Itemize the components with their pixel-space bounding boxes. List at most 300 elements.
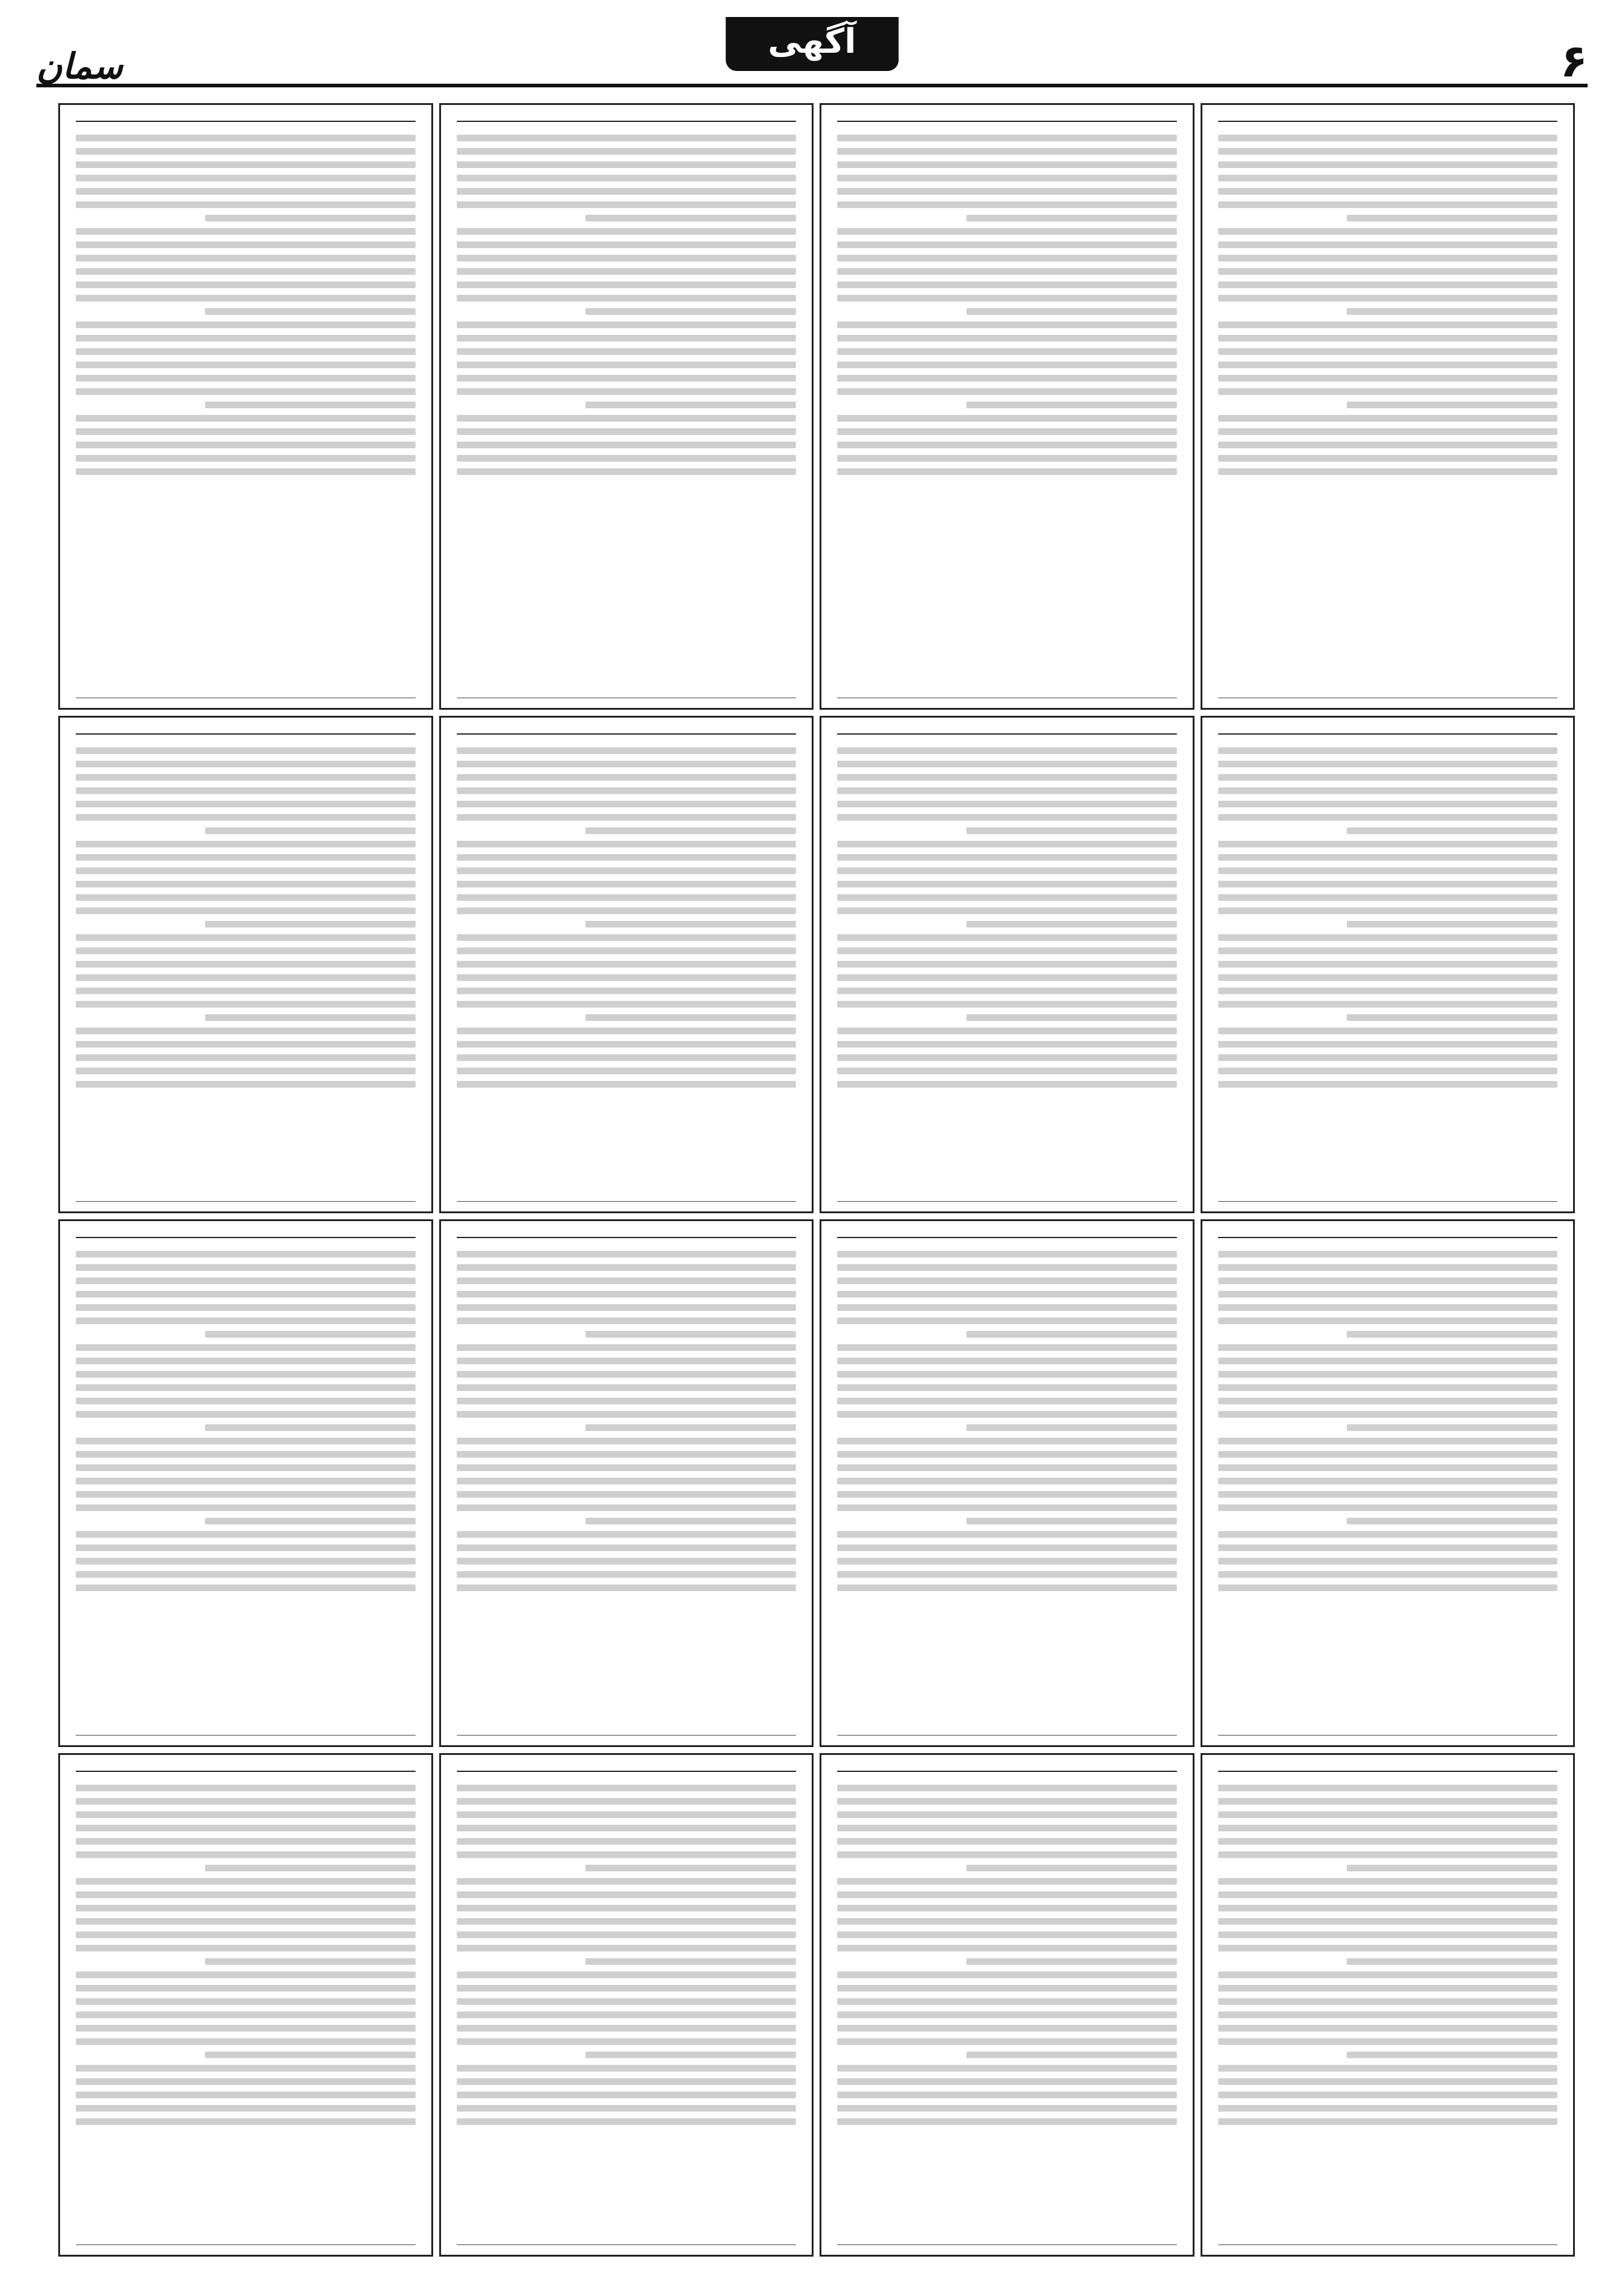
text-line-placeholder xyxy=(837,1001,1177,1008)
text-line-placeholder xyxy=(837,388,1177,395)
text-line-placeholder xyxy=(837,1971,1177,1978)
text-line-placeholder xyxy=(966,402,1177,408)
text-line-placeholder xyxy=(837,175,1177,181)
text-line-placeholder xyxy=(76,1398,416,1404)
text-line-placeholder xyxy=(457,1811,797,1818)
notice xyxy=(820,103,1194,710)
text-line-placeholder xyxy=(1218,1985,1558,1992)
text-line-placeholder xyxy=(585,215,796,221)
text-line-placeholder xyxy=(457,1081,797,1088)
text-line-placeholder xyxy=(1218,1798,1558,1805)
text-line-placeholder xyxy=(457,335,797,342)
text-line-placeholder xyxy=(205,215,416,221)
text-line-placeholder xyxy=(1218,881,1558,887)
text-line-placeholder xyxy=(837,801,1177,807)
text-line-placeholder xyxy=(585,1014,796,1021)
text-line-placeholder xyxy=(837,814,1177,821)
text-line-placeholder xyxy=(76,1985,416,1992)
text-line-placeholder xyxy=(457,1838,797,1845)
text-line-placeholder xyxy=(837,1531,1177,1538)
text-line-placeholder xyxy=(76,442,416,448)
text-line-placeholder xyxy=(1218,1945,1558,1951)
text-line-placeholder xyxy=(1218,854,1558,861)
text-line-placeholder xyxy=(457,348,797,355)
notice-title xyxy=(457,1766,797,1772)
text-line-placeholder xyxy=(837,1571,1177,1578)
text-line-placeholder xyxy=(1218,1028,1558,1034)
text-line-placeholder xyxy=(205,1958,416,1965)
text-line-placeholder xyxy=(457,1785,797,1791)
text-line-placeholder xyxy=(837,2092,1177,2098)
text-line-placeholder xyxy=(966,1958,1177,1965)
text-line-placeholder xyxy=(457,281,797,288)
text-line-placeholder xyxy=(837,1291,1177,1298)
text-line-placeholder xyxy=(1218,228,1558,235)
text-line-placeholder xyxy=(76,961,416,968)
notice-title xyxy=(837,729,1177,735)
masthead xyxy=(36,17,1588,87)
notice-signature xyxy=(837,1735,1177,1739)
text-line-placeholder xyxy=(837,2105,1177,2112)
text-line-placeholder xyxy=(1347,1424,1557,1431)
text-line-placeholder xyxy=(837,188,1177,195)
text-line-placeholder xyxy=(76,1304,416,1311)
notice-title xyxy=(1218,1232,1558,1238)
text-line-placeholder xyxy=(837,1891,1177,1898)
notice-signature xyxy=(457,698,797,702)
text-line-placeholder xyxy=(1218,1411,1558,1418)
text-line-placeholder xyxy=(837,1918,1177,1925)
text-line-placeholder xyxy=(1218,1491,1558,1498)
text-line-placeholder xyxy=(837,761,1177,767)
text-line-placeholder xyxy=(837,1384,1177,1391)
notice xyxy=(820,716,1194,1213)
text-line-placeholder xyxy=(76,1438,416,1444)
notice-signature xyxy=(457,2244,797,2249)
notice-signature xyxy=(1218,1201,1558,1205)
notice xyxy=(439,103,814,710)
text-line-placeholder xyxy=(837,1411,1177,1418)
text-line-placeholder xyxy=(1218,2025,1558,2032)
text-line-placeholder xyxy=(76,974,416,981)
text-line-placeholder xyxy=(1218,1571,1558,1578)
notice-text-placeholder xyxy=(76,135,416,475)
notice-text-placeholder xyxy=(76,747,416,1088)
text-line-placeholder xyxy=(1218,841,1558,847)
text-line-placeholder xyxy=(76,362,416,368)
text-line-placeholder xyxy=(1218,1278,1558,1284)
text-line-placeholder xyxy=(966,2052,1177,2058)
text-line-placeholder xyxy=(76,1998,416,2005)
text-line-placeholder xyxy=(1218,1041,1558,1048)
text-line-placeholder xyxy=(457,2065,797,2072)
text-line-placeholder xyxy=(457,1798,797,1805)
text-line-placeholder xyxy=(76,1278,416,1284)
notice-signature xyxy=(76,1201,416,1205)
text-line-placeholder xyxy=(76,1054,416,1061)
text-line-placeholder xyxy=(457,1291,797,1298)
page-number: ۶ xyxy=(1560,35,1588,87)
text-line-placeholder xyxy=(837,1264,1177,1271)
text-line-placeholder xyxy=(1218,1544,1558,1551)
text-line-placeholder xyxy=(76,2025,416,2032)
notice-title xyxy=(76,1232,416,1238)
text-line-placeholder xyxy=(76,1571,416,1578)
text-line-placeholder xyxy=(1218,1438,1558,1444)
text-line-placeholder xyxy=(837,1318,1177,1324)
text-line-placeholder xyxy=(966,1424,1177,1431)
text-line-placeholder xyxy=(457,241,797,248)
notice-body xyxy=(837,741,1177,1190)
text-line-placeholder xyxy=(76,295,416,301)
text-line-placeholder xyxy=(1218,961,1558,968)
notice-text-placeholder xyxy=(837,1785,1177,2125)
text-line-placeholder xyxy=(457,1001,797,1008)
text-line-placeholder xyxy=(1218,442,1558,448)
text-line-placeholder xyxy=(837,1344,1177,1351)
text-line-placeholder xyxy=(1218,1384,1558,1391)
text-line-placeholder xyxy=(837,241,1177,248)
text-line-placeholder xyxy=(1218,415,1558,422)
text-line-placeholder xyxy=(837,1491,1177,1498)
text-line-placeholder xyxy=(76,241,416,248)
notice-title xyxy=(837,116,1177,122)
notice-body xyxy=(76,1778,416,2234)
text-line-placeholder xyxy=(76,388,416,395)
text-line-placeholder xyxy=(76,348,416,355)
text-line-placeholder xyxy=(457,2025,797,2032)
text-line-placeholder xyxy=(457,428,797,435)
text-line-placeholder xyxy=(1218,774,1558,781)
text-line-placeholder xyxy=(76,1411,416,1418)
text-line-placeholder xyxy=(457,948,797,954)
text-line-placeholder xyxy=(837,1081,1177,1088)
text-line-placeholder xyxy=(837,2012,1177,2018)
notice xyxy=(58,1219,433,1747)
notice xyxy=(820,1219,1194,1747)
text-line-placeholder xyxy=(837,881,1177,887)
text-line-placeholder xyxy=(1218,1825,1558,1831)
text-line-placeholder xyxy=(76,1531,416,1538)
notice-signature xyxy=(1218,698,1558,702)
text-line-placeholder xyxy=(837,1544,1177,1551)
text-line-placeholder xyxy=(585,827,796,834)
text-line-placeholder xyxy=(837,2065,1177,2072)
text-line-placeholder xyxy=(76,1371,416,1378)
notice-body xyxy=(837,1244,1177,1724)
text-line-placeholder xyxy=(457,881,797,887)
text-line-placeholder xyxy=(1218,388,1558,395)
text-line-placeholder xyxy=(837,348,1177,355)
text-line-placeholder xyxy=(76,2118,416,2125)
text-line-placeholder xyxy=(76,1001,416,1008)
text-line-placeholder xyxy=(1218,1878,1558,1885)
text-line-placeholder xyxy=(76,281,416,288)
text-line-placeholder xyxy=(837,907,1177,914)
text-line-placeholder xyxy=(837,747,1177,754)
text-line-placeholder xyxy=(76,268,416,275)
notice xyxy=(439,1753,814,2257)
text-line-placeholder xyxy=(1218,2092,1558,2098)
text-line-placeholder xyxy=(457,761,797,767)
text-line-placeholder xyxy=(457,1358,797,1364)
text-line-placeholder xyxy=(76,1971,416,1978)
text-line-placeholder xyxy=(457,1318,797,1324)
masthead-right xyxy=(1545,35,1588,87)
notice-title xyxy=(457,729,797,735)
text-line-placeholder xyxy=(837,201,1177,208)
text-line-placeholder xyxy=(837,1931,1177,1938)
text-line-placeholder xyxy=(76,1838,416,1845)
notice-text-placeholder xyxy=(837,1251,1177,1591)
notice-signature xyxy=(1218,1735,1558,1739)
text-line-placeholder xyxy=(205,827,416,834)
text-line-placeholder xyxy=(585,2052,796,2058)
text-line-placeholder xyxy=(457,295,797,301)
text-line-placeholder xyxy=(457,988,797,994)
text-line-placeholder xyxy=(1218,2038,1558,2045)
text-line-placeholder xyxy=(1218,1998,1558,2005)
notice-body xyxy=(457,1244,797,1724)
text-line-placeholder xyxy=(76,1318,416,1324)
text-line-placeholder xyxy=(457,388,797,395)
text-line-placeholder xyxy=(837,1798,1177,1805)
text-line-placeholder xyxy=(1218,907,1558,914)
notice-grid xyxy=(58,103,1575,2263)
text-line-placeholder xyxy=(1218,1081,1558,1088)
text-line-placeholder xyxy=(76,2092,416,2098)
text-line-placeholder xyxy=(457,867,797,874)
text-line-placeholder xyxy=(457,1571,797,1578)
text-line-placeholder xyxy=(837,255,1177,261)
text-line-placeholder xyxy=(837,1041,1177,1048)
text-line-placeholder xyxy=(837,1558,1177,1564)
notice-title xyxy=(76,729,416,735)
text-line-placeholder xyxy=(837,1438,1177,1444)
text-line-placeholder xyxy=(837,841,1177,847)
notice-signature xyxy=(837,1201,1177,1205)
text-line-placeholder xyxy=(457,1544,797,1551)
text-line-placeholder xyxy=(76,1918,416,1925)
text-line-placeholder xyxy=(457,1438,797,1444)
text-line-placeholder xyxy=(457,2092,797,2098)
text-line-placeholder xyxy=(1218,1785,1558,1791)
text-line-placeholder xyxy=(457,268,797,275)
text-line-placeholder xyxy=(457,1384,797,1391)
text-line-placeholder xyxy=(76,1081,416,1088)
text-line-placeholder xyxy=(837,787,1177,794)
text-line-placeholder xyxy=(457,1971,797,1978)
text-line-placeholder xyxy=(457,1905,797,1911)
text-line-placeholder xyxy=(837,2038,1177,2045)
text-line-placeholder xyxy=(1347,402,1557,408)
text-line-placeholder xyxy=(1218,1918,1558,1925)
text-line-placeholder xyxy=(1218,787,1558,794)
notice-text-placeholder xyxy=(457,1251,797,1591)
notice xyxy=(439,1219,814,1747)
text-line-placeholder xyxy=(76,867,416,874)
notice-title xyxy=(1218,729,1558,735)
text-line-placeholder xyxy=(1218,241,1558,248)
text-line-placeholder xyxy=(1218,1054,1558,1061)
text-line-placeholder xyxy=(1218,375,1558,382)
notice-title xyxy=(837,1766,1177,1772)
text-line-placeholder xyxy=(76,455,416,462)
text-line-placeholder xyxy=(1218,974,1558,981)
notice-body xyxy=(76,128,416,687)
text-line-placeholder xyxy=(837,961,1177,968)
notice-body xyxy=(837,1778,1177,2234)
text-line-placeholder xyxy=(457,255,797,261)
text-line-placeholder xyxy=(457,468,797,475)
text-line-placeholder xyxy=(966,1518,1177,1524)
text-line-placeholder xyxy=(837,135,1177,141)
notice-text-placeholder xyxy=(1218,1251,1558,1591)
text-line-placeholder xyxy=(205,1014,416,1021)
text-line-placeholder xyxy=(1218,1304,1558,1311)
text-line-placeholder xyxy=(1218,1891,1558,1898)
text-line-placeholder xyxy=(76,948,416,954)
text-line-placeholder xyxy=(837,934,1177,941)
text-line-placeholder xyxy=(1218,1851,1558,1858)
text-line-placeholder xyxy=(457,442,797,448)
text-line-placeholder xyxy=(457,1464,797,1471)
text-line-placeholder xyxy=(457,362,797,368)
text-line-placeholder xyxy=(837,2118,1177,2125)
text-line-placeholder xyxy=(457,1054,797,1061)
text-line-placeholder xyxy=(76,1264,416,1271)
text-line-placeholder xyxy=(1218,1478,1558,1484)
text-line-placeholder xyxy=(966,215,1177,221)
notice-body xyxy=(1218,128,1558,687)
text-line-placeholder xyxy=(585,1958,796,1965)
text-line-placeholder xyxy=(837,1998,1177,2005)
text-line-placeholder xyxy=(457,854,797,861)
text-line-placeholder xyxy=(1218,281,1558,288)
text-line-placeholder xyxy=(966,921,1177,928)
text-line-placeholder xyxy=(1218,1504,1558,1511)
text-line-placeholder xyxy=(837,2025,1177,2032)
text-line-placeholder xyxy=(1218,335,1558,342)
text-line-placeholder xyxy=(1218,1398,1558,1404)
text-line-placeholder xyxy=(1218,1251,1558,1258)
text-line-placeholder xyxy=(1218,1931,1558,1938)
text-line-placeholder xyxy=(457,747,797,754)
text-line-placeholder xyxy=(1218,161,1558,168)
text-line-placeholder xyxy=(1218,1451,1558,1458)
text-line-placeholder xyxy=(76,1811,416,1818)
text-line-placeholder xyxy=(457,1068,797,1074)
notice-text-placeholder xyxy=(76,1251,416,1591)
notice xyxy=(1201,1219,1575,1747)
text-line-placeholder xyxy=(457,2078,797,2085)
notice-title xyxy=(76,1766,416,1772)
text-line-placeholder xyxy=(76,188,416,195)
text-line-placeholder xyxy=(837,455,1177,462)
text-line-placeholder xyxy=(1218,135,1558,141)
text-line-placeholder xyxy=(837,988,1177,994)
text-line-placeholder xyxy=(457,1304,797,1311)
text-line-placeholder xyxy=(1347,1331,1557,1338)
text-line-placeholder xyxy=(1218,1318,1558,1324)
text-line-placeholder xyxy=(966,1865,1177,1871)
text-line-placeholder xyxy=(76,1905,416,1911)
text-line-placeholder xyxy=(76,1785,416,1791)
text-line-placeholder xyxy=(457,228,797,235)
text-line-placeholder xyxy=(837,1068,1177,1074)
notice-text-placeholder xyxy=(1218,135,1558,475)
text-line-placeholder xyxy=(837,1464,1177,1471)
notice-body xyxy=(76,1244,416,1724)
text-line-placeholder xyxy=(837,1358,1177,1364)
text-line-placeholder xyxy=(837,161,1177,168)
notice xyxy=(439,716,814,1213)
masthead-left xyxy=(36,45,136,87)
text-line-placeholder xyxy=(76,1798,416,1805)
text-line-placeholder xyxy=(76,814,416,821)
notice xyxy=(58,103,433,710)
text-line-placeholder xyxy=(457,1531,797,1538)
text-line-placeholder xyxy=(837,1054,1177,1061)
text-line-placeholder xyxy=(837,1945,1177,1951)
notice-text-placeholder xyxy=(457,1785,797,2125)
notice-text-placeholder xyxy=(837,135,1177,475)
text-line-placeholder xyxy=(1347,1518,1557,1524)
text-line-placeholder xyxy=(205,402,416,408)
text-line-placeholder xyxy=(1218,1344,1558,1351)
notice-title xyxy=(76,116,416,122)
text-line-placeholder xyxy=(205,1331,416,1338)
notice-body xyxy=(837,128,1177,687)
text-line-placeholder xyxy=(837,1304,1177,1311)
text-line-placeholder xyxy=(1218,1001,1558,1008)
text-line-placeholder xyxy=(457,1251,797,1258)
notice xyxy=(820,1753,1194,2257)
text-line-placeholder xyxy=(205,1424,416,1431)
notice-signature xyxy=(837,2244,1177,2249)
text-line-placeholder xyxy=(457,1028,797,1034)
text-line-placeholder xyxy=(1218,348,1558,355)
text-line-placeholder xyxy=(837,1985,1177,1992)
text-line-placeholder xyxy=(76,761,416,767)
notice-text-placeholder xyxy=(457,135,797,475)
text-line-placeholder xyxy=(457,1504,797,1511)
text-line-placeholder xyxy=(76,1358,416,1364)
text-line-placeholder xyxy=(1218,2105,1558,2112)
text-line-placeholder xyxy=(1218,295,1558,301)
text-line-placeholder xyxy=(585,402,796,408)
text-line-placeholder xyxy=(1347,827,1557,834)
text-line-placeholder xyxy=(76,335,416,342)
text-line-placeholder xyxy=(1218,1971,1558,1978)
notice-signature xyxy=(457,1735,797,1739)
text-line-placeholder xyxy=(76,161,416,168)
notice-body xyxy=(76,741,416,1190)
text-line-placeholder xyxy=(1218,188,1558,195)
text-line-placeholder xyxy=(1218,362,1558,368)
text-line-placeholder xyxy=(1218,747,1558,754)
text-line-placeholder xyxy=(457,1491,797,1498)
text-line-placeholder xyxy=(457,1371,797,1378)
text-line-placeholder xyxy=(76,255,416,261)
text-line-placeholder xyxy=(76,1851,416,1858)
text-line-placeholder xyxy=(457,375,797,382)
text-line-placeholder xyxy=(457,135,797,141)
text-line-placeholder xyxy=(585,308,796,315)
text-line-placeholder xyxy=(205,1865,416,1871)
text-line-placeholder xyxy=(76,1931,416,1938)
text-line-placeholder xyxy=(457,201,797,208)
